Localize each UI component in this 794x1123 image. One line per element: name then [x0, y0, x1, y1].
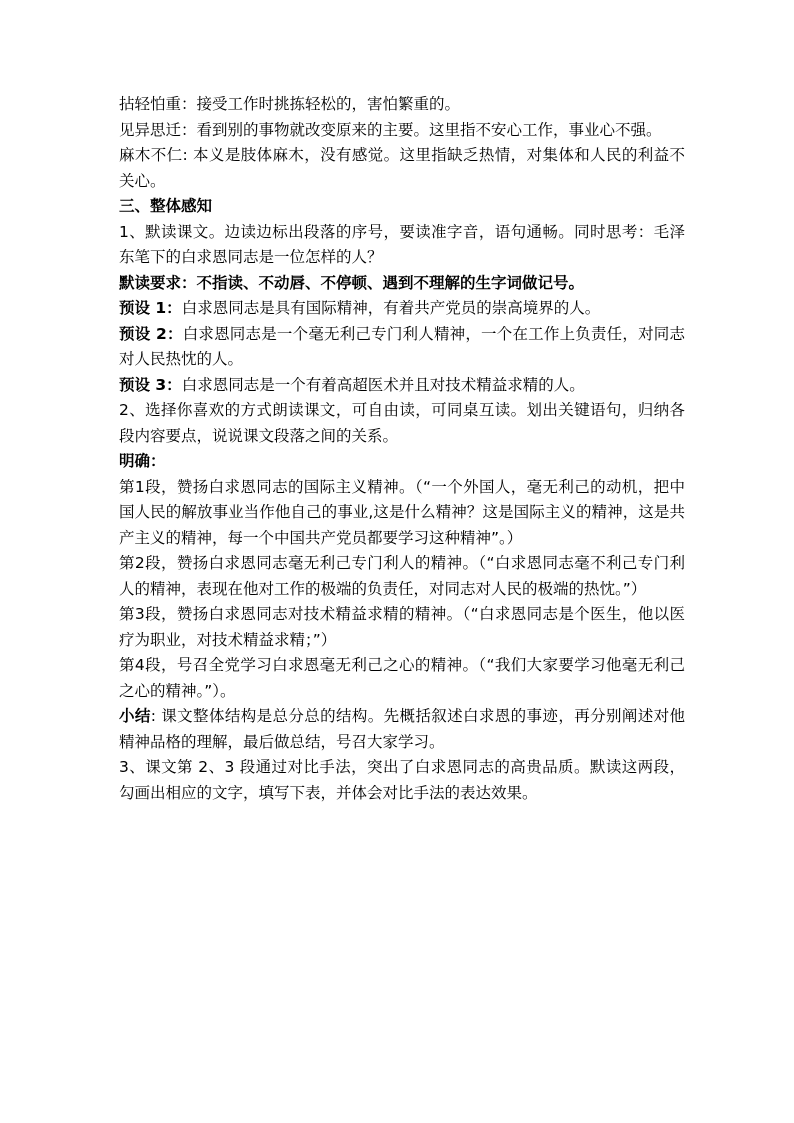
task-1: 1、默读课文。边读边标出段落的序号，要读准字音，语句通畅。同时思考：毛泽东笔下的白求恩同志是一位怎样的人？	[119, 222, 685, 266]
term-jianyisiqian: 见异思迁：看到别的事物就改变原来的主要。这里指不安心工作，事业心不强。	[119, 120, 662, 139]
preset-2-text: 白求恩同志是一个毫无利己专门利人精神，一个在工作上负责任，对同志对人民热忱的人。	[119, 324, 685, 368]
preset-1-label: 预设 1：	[119, 299, 182, 317]
term-nianqingpazhong: 拈轻怕重：接受工作时挑拣轻松的，害怕繁重的。	[119, 95, 461, 113]
preset-1	[119, 296, 685, 322]
preset-2-label: 预设 2：	[119, 324, 183, 343]
term-mamuburen: 麻木不仁: 本义是肢体麻木，没有感觉。这里指缺乏热情，对集体和人民的利益不关心。	[119, 146, 685, 190]
preset-3-text: 白求恩同志是一个有着高超医术并且对技术精益求精的人。	[181, 375, 585, 394]
summary	[119, 704, 685, 755]
document-body	[119, 92, 685, 806]
paragraph-4-summary: 第4段，号召全党学习白求恩毫无利己之心的精神。（“我们大家要学习他毫无利己之心的精神。”）。	[119, 656, 685, 700]
task-2: 2、选择你喜欢的方式朗读课文，可自由读，可同桌互读。划出关键语句，归纳各段内容要点，说说课文段落之间的关系。	[119, 401, 685, 445]
summary-label: 小结	[119, 707, 151, 725]
preset-3	[119, 373, 685, 399]
preset-3-label: 预设 3：	[119, 375, 182, 394]
preset-2	[119, 322, 685, 373]
reading-requirements: 默读要求：不指读、不动唇、不停顿、遇到不理解的生字词做记号。	[119, 273, 585, 292]
summary-text: : 课文整体结构是总分总的结构。先概括叙述白求恩的事迹，再分别阐述对他精神品格的理解，最后做总结，号召大家学习。	[119, 707, 685, 751]
paragraph-3-summary: 第3段，赞扬白求恩同志对技术精益求精的精神。（“白求恩同志是个医生，他以医疗为职业，对技术精益求精；”）	[119, 605, 685, 649]
clarification-heading: 明确：	[119, 452, 166, 470]
section-heading: 三、整体感知	[119, 197, 213, 215]
paragraph-1-summary: 第1段，赞扬白求恩同志的国际主义精神。（“一个外国人，毫无利己的动机，把中国人民的解放事业当作他自己的事业,这是什么精神？这是国际主义的精神，这是共产主义的精神，每一个中国共产党员都要学习这种精神”。）	[119, 477, 685, 547]
paragraph-2-summary: 第2段，赞扬白求恩同志毫无利己专门利人的精神。（“白求恩同志毫不利己专门利人的精神，表现在他对工作的极端的负责任，对同志对人民的极端的热忱。”）	[119, 554, 685, 598]
task-3: 3、课文第 2、3 段通过对比手法，突出了白求恩同志的高贵品质。默读这两段，勾画出相应的文字，填写下表，并体会对比手法的表达效果。	[119, 758, 685, 802]
preset-1-text: 白求恩同志是具有国际精神，有着共产党员的崇高境界的人。	[181, 299, 601, 317]
